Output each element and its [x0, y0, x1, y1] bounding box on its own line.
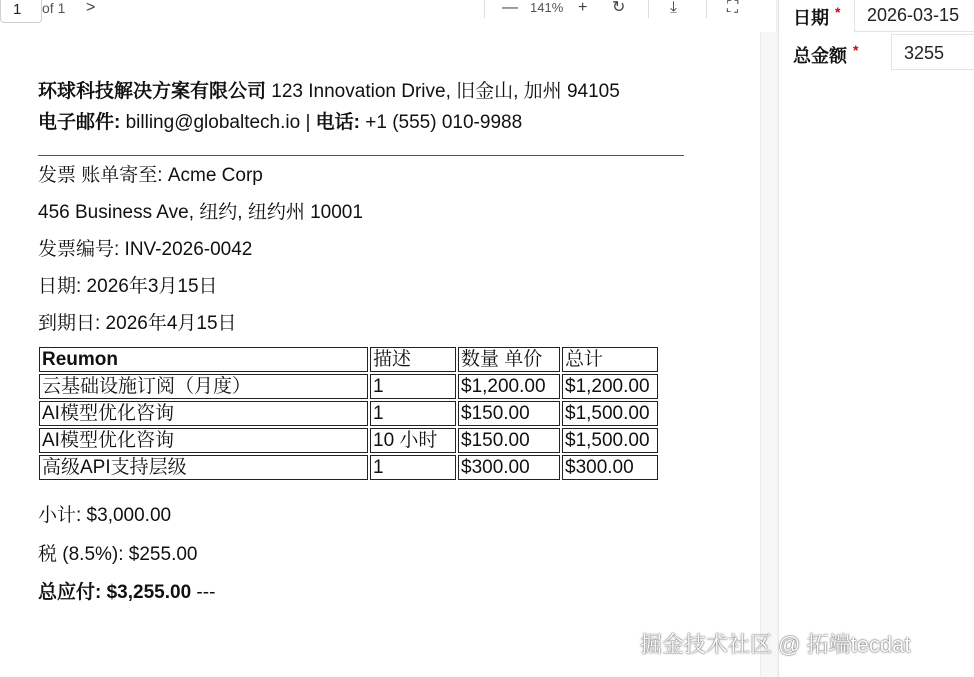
watermark: 掘金技术社区 @ 拓端tecdat [640, 632, 911, 657]
subtotal: 小计: $3,000.00 [38, 505, 172, 526]
email-value: billing@globaltech.io | [120, 112, 316, 133]
phone-label: 电话: [315, 112, 360, 133]
table-cell: AI模型优化咨询 [39, 401, 368, 426]
table-row [39, 374, 658, 399]
phone-value: +1 (555) 010-9988 [360, 112, 523, 133]
total-due-suffix: --- [191, 582, 216, 603]
total-due [38, 577, 215, 604]
toolbar-divider [484, 0, 485, 18]
table-cell: $150.00 [458, 428, 560, 453]
zoom-out-icon[interactable]: — [502, 0, 518, 16]
page-count-label: of 1 [42, 0, 66, 16]
table-cell: $300.00 [458, 455, 560, 480]
table-header-row [39, 347, 658, 372]
total-label-text: 总金额 [793, 46, 847, 66]
table-cell: $1,200.00 [562, 374, 658, 399]
required-mark: * [835, 4, 841, 20]
toolbar-divider [706, 0, 707, 18]
table-header: 描述 [370, 347, 456, 372]
invoice-number: 发票编号: INV-2026-0042 [38, 239, 253, 260]
table-cell: $150.00 [458, 401, 560, 426]
table-cell: AI模型优化咨询 [39, 428, 368, 453]
toolbar-divider [648, 0, 649, 18]
table-cell: 10 小时 [370, 428, 456, 453]
pdf-toolbar [0, 0, 776, 33]
due-date: 到期日: 2026年4月15日 [38, 313, 237, 334]
contact-line [38, 107, 522, 134]
bill-address: 456 Business Ave, 纽约, 纽约州 10001 [38, 202, 363, 223]
total-due-value: $3,255.00 [106, 582, 192, 603]
total-amount-field[interactable]: 3255 [891, 34, 974, 70]
bill-to: 发票 账单寄至: Acme Corp [38, 165, 263, 186]
table-header: 总计 [562, 347, 658, 372]
table-header: 数量 单价 [458, 347, 560, 372]
date-field-label [793, 4, 840, 30]
total-field-label [793, 42, 858, 68]
table-cell: $1,500.00 [562, 428, 658, 453]
table-cell: $1,500.00 [562, 401, 658, 426]
table-cell: 1 [370, 374, 456, 399]
tax: 税 (8.5%): $255.00 [38, 544, 198, 565]
email-label: 电子邮件: [38, 112, 121, 133]
company-header [38, 76, 620, 103]
scrollbar[interactable] [760, 32, 777, 677]
date-label-text: 日期 [793, 8, 829, 28]
table-row [39, 401, 658, 426]
total-due-label: 总应付: [38, 582, 107, 603]
divider-line [38, 155, 684, 156]
company-name: 环球科技解决方案有限公司 [38, 81, 267, 102]
date-field[interactable]: 2026-03-15 [854, 0, 974, 32]
table-cell: $1,200.00 [458, 374, 560, 399]
table-cell: $300.00 [562, 455, 658, 480]
invoice-date: 日期: 2026年3月15日 [38, 276, 218, 297]
rotate-icon[interactable]: ↻ [612, 0, 626, 16]
fullscreen-icon[interactable]: ⛶ [727, 0, 739, 16]
zoom-level: 141% [530, 0, 564, 15]
company-address: 123 Innovation Drive, 旧金山, 加州 94105 [266, 81, 620, 102]
required-mark: * [853, 42, 859, 58]
table-cell: 高级API支持层级 [39, 455, 368, 480]
table-header: Reumon [39, 347, 368, 372]
table-row [39, 428, 658, 453]
next-page-icon[interactable]: > [86, 0, 96, 16]
table-cell: 云基础设施订阅（月度） [39, 374, 368, 399]
line-items-table [37, 345, 660, 482]
download-icon[interactable]: ⤓ [670, 0, 678, 16]
table-cell: 1 [370, 401, 456, 426]
page-number-input[interactable]: 1 [0, 0, 42, 23]
table-row [39, 455, 658, 480]
zoom-in-icon[interactable]: + [578, 0, 588, 16]
table-cell: 1 [370, 455, 456, 480]
extraction-form-panel [778, 0, 974, 677]
